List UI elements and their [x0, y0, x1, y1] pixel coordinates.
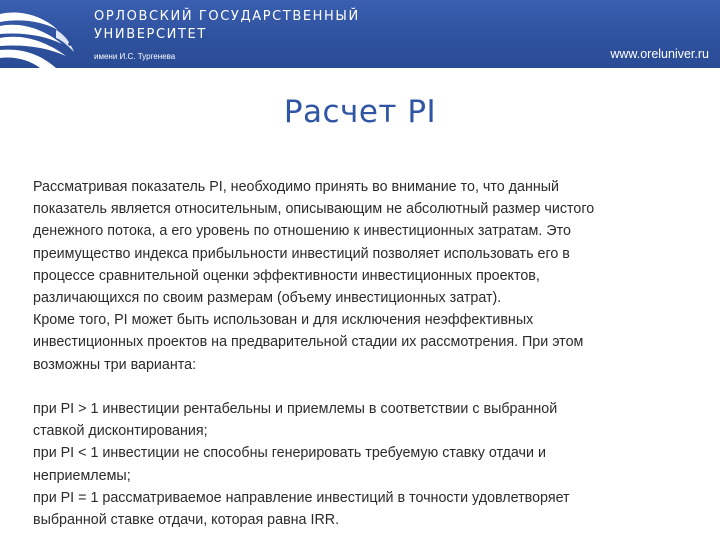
university-header-banner [0, 0, 720, 68]
condition-line: при PI > 1 инвестиции рентабельны и приемлемы в соответствии с выбранной [33, 401, 558, 418]
condition-line: выбранной ставке отдачи, которая равна IRR. [33, 512, 340, 529]
slide-body [33, 176, 713, 531]
bird-wing-logo-icon [0, 0, 90, 68]
body-line: Рассматривая показатель PI, необходимо принять во внимание то, что данный [33, 179, 559, 195]
condition-line: при PI < 1 инвестиции не способны генерировать требуемую ставку отдачи и [33, 445, 546, 462]
university-name-line2: УНИВЕРСИТЕТ [94, 27, 207, 42]
website-url: www.oreluniver.ru [610, 47, 709, 61]
body-line: процессе сравнительной оценки эффективности инвестиционных проектов, [33, 267, 540, 284]
body-line: возможны три варианта: [33, 356, 197, 373]
slide-title: Расчет PI [283, 94, 437, 130]
body-line: показатель является относительным, описывающим не абсолютный размер чистого [33, 201, 595, 218]
body-line: различающихся по своим размерам (объему инвестиционных затрат). [33, 290, 502, 307]
body-line: Кроме того, PI может быть использован и для исключения неэффективных [33, 312, 534, 329]
university-name-line1: ОРЛОВСКИЙ ГОСУДАРСТВЕННЫЙ [94, 9, 360, 24]
paragraph-spacer [33, 376, 713, 398]
body-line: преимущество индекса прибыльности инвестиций позволяет использовать его в [33, 245, 570, 262]
university-subtitle: имени И.С. Тургенева [94, 52, 176, 61]
body-line: инвестиционных проектов на предварительной стадии их рассмотрения. При этом [33, 334, 584, 351]
condition-line: неприемлемы; [33, 467, 131, 484]
condition-line: при PI = 1 рассматриваемое направление инвестиций в точности удовлетворяет [33, 489, 570, 506]
body-line: денежного потока, а его уровень по отношению к инвестиционных затратам. Это [33, 223, 571, 240]
condition-line: ставкой дисконтирования; [33, 423, 208, 440]
